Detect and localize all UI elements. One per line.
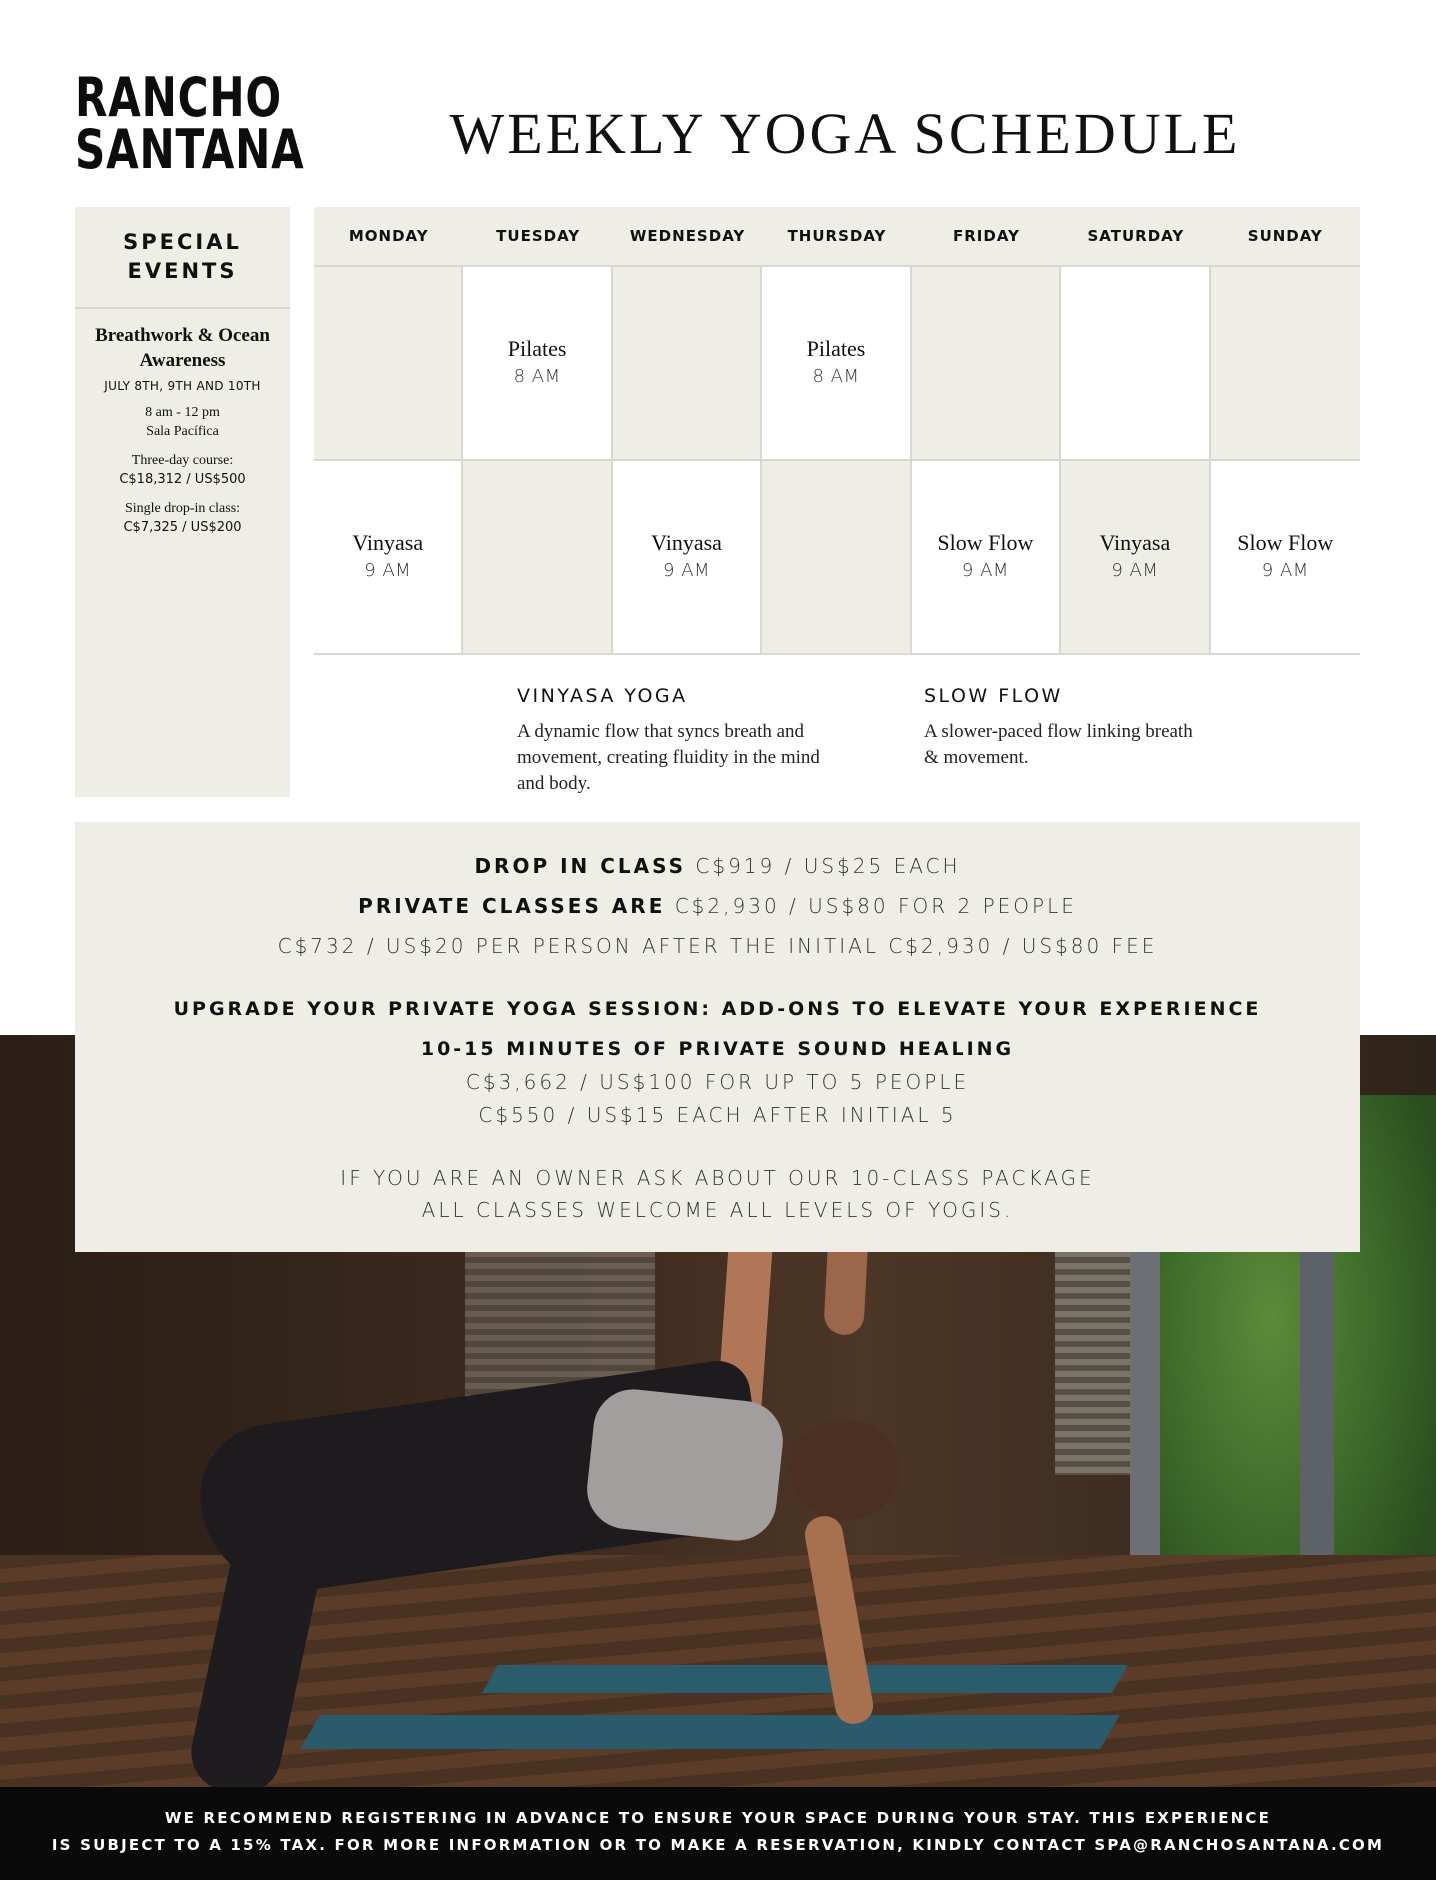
levels-note: ALL CLASSES WELCOME ALL LEVELS OF YOGIS. (421, 1198, 1014, 1222)
event-dates: JULY 8TH, 9TH AND 10TH (104, 379, 261, 393)
event-title: Breathwork & Ocean Awareness (95, 325, 270, 371)
sound-healing-heading: 10-15 MINUTES OF PRIVATE SOUND HEALING (420, 1038, 1015, 1060)
drop-in-label: DROP IN CLASS (474, 854, 687, 878)
class-name: Vinyasa (651, 530, 722, 555)
vinyasa-description-text: A dynamic flow that syncs breath and movement, creating fluidity in the mind and body. (517, 721, 820, 794)
schedule-cell (1061, 461, 1210, 653)
class-time: 9 AM (1111, 560, 1159, 581)
class-time: 8 AM (513, 366, 561, 387)
pricing-panel (75, 822, 1360, 1252)
vinyasa-description-title: VINYASA YOGA (517, 685, 688, 707)
schedule-cell (912, 461, 1061, 653)
slow-flow-description-title: SLOW FLOW (924, 685, 1063, 707)
brand-logo-line2: SANTANA (75, 118, 305, 181)
brand-logo-line1: RANCHO (75, 66, 282, 129)
per-person-price: C$732 / US$20 PER PERSON AFTER THE INITIAL C$2,930 / US$80 FEE (277, 934, 1158, 958)
sound-healing-price-1: C$3,662 / US$100 FOR UP TO 5 PEOPLE (465, 1070, 970, 1094)
class-time: 9 AM (663, 560, 711, 581)
day-saturday: SATURDAY (1087, 227, 1185, 245)
schedule-cell (314, 267, 463, 459)
event-single-label: Single drop-in class: (124, 501, 241, 516)
day-sunday: SUNDAY (1247, 227, 1323, 245)
schedule-cell (912, 267, 1061, 459)
drop-in-price (75, 854, 1360, 878)
class-time: 9 AM (1261, 560, 1309, 581)
class-name: Vinyasa (1099, 530, 1171, 555)
schedule-day-header (314, 207, 1360, 267)
class-name: Pilates (507, 336, 567, 361)
day-friday: FRIDAY (952, 227, 1020, 245)
class-name: Slow Flow (1237, 530, 1334, 555)
sound-healing-price-2: C$550 / US$15 EACH AFTER INITIAL 5 (478, 1103, 957, 1127)
drop-in-value: C$919 / US$25 EACH (686, 854, 961, 878)
footer-line-2: IS SUBJECT TO A 15% TAX. FOR MORE INFORMATION OR TO MAKE A RESERVATION, KINDLY CONTACT SPA@RANCHOSANTANA.COM (51, 1836, 1385, 1854)
schedule-cell (762, 461, 911, 653)
event-course-label: Three-day course: (131, 453, 234, 468)
class-name: Slow Flow (937, 530, 1034, 555)
private-price (75, 894, 1360, 918)
day-tuesday: TUESDAY (496, 227, 581, 245)
brand-logo (75, 66, 305, 181)
schedule-cell (463, 461, 612, 653)
vinyasa-description (517, 685, 827, 797)
page-title: WEEKLY YOGA SCHEDULE (449, 101, 1241, 166)
event-location: Sala Pacífica (146, 424, 219, 439)
event-single-price: C$7,325 / US$200 (123, 520, 242, 535)
special-events-heading: SPECIAL EVENTS (75, 207, 290, 309)
event-time: 8 am - 12 pm (145, 405, 220, 420)
class-time: 9 AM (364, 560, 412, 581)
schedule-cell (762, 267, 911, 459)
class-name: Vinyasa (352, 530, 424, 555)
upgrade-heading: UPGRADE YOUR PRIVATE YOGA SESSION: ADD-ONS TO ELEVATE YOUR EXPERIENCE (173, 998, 1262, 1020)
schedule-cell (613, 461, 762, 653)
slow-flow-description (924, 685, 1194, 771)
schedule-cell (1211, 461, 1360, 653)
schedule-row-late-morning (314, 461, 1360, 655)
class-time: 9 AM (961, 560, 1009, 581)
schedule-cell (1211, 267, 1360, 459)
day-monday: MONDAY (348, 227, 429, 245)
day-thursday: THURSDAY (787, 227, 887, 245)
owner-note: IF YOU ARE AN OWNER ASK ABOUT OUR 10-CLASS PACKAGE (340, 1166, 1095, 1190)
footer (0, 1787, 1436, 1880)
class-time: 8 AM (812, 366, 860, 387)
slow-flow-description-text: A slower-paced flow linking breath & movement. (924, 721, 1193, 768)
schedule-row-morning (314, 267, 1360, 461)
day-wednesday: WEDNESDAY (629, 227, 746, 245)
schedule-grid (314, 207, 1360, 655)
footer-line-1: WE RECOMMEND REGISTERING IN ADVANCE TO ENSURE YOUR SPACE DURING YOUR STAY. THIS EXPERIENCE (164, 1809, 1272, 1827)
schedule-cell (613, 267, 762, 459)
private-value: C$2,930 / US$80 FOR 2 PEOPLE (665, 894, 1077, 918)
schedule-cell (1061, 267, 1210, 459)
special-events-panel (75, 207, 290, 797)
private-label: PRIVATE CLASSES ARE (358, 894, 666, 918)
schedule-cell (314, 461, 463, 653)
schedule-cell (463, 267, 612, 459)
class-name: Pilates (806, 336, 866, 361)
event-course-price: C$18,312 / US$500 (119, 472, 246, 487)
